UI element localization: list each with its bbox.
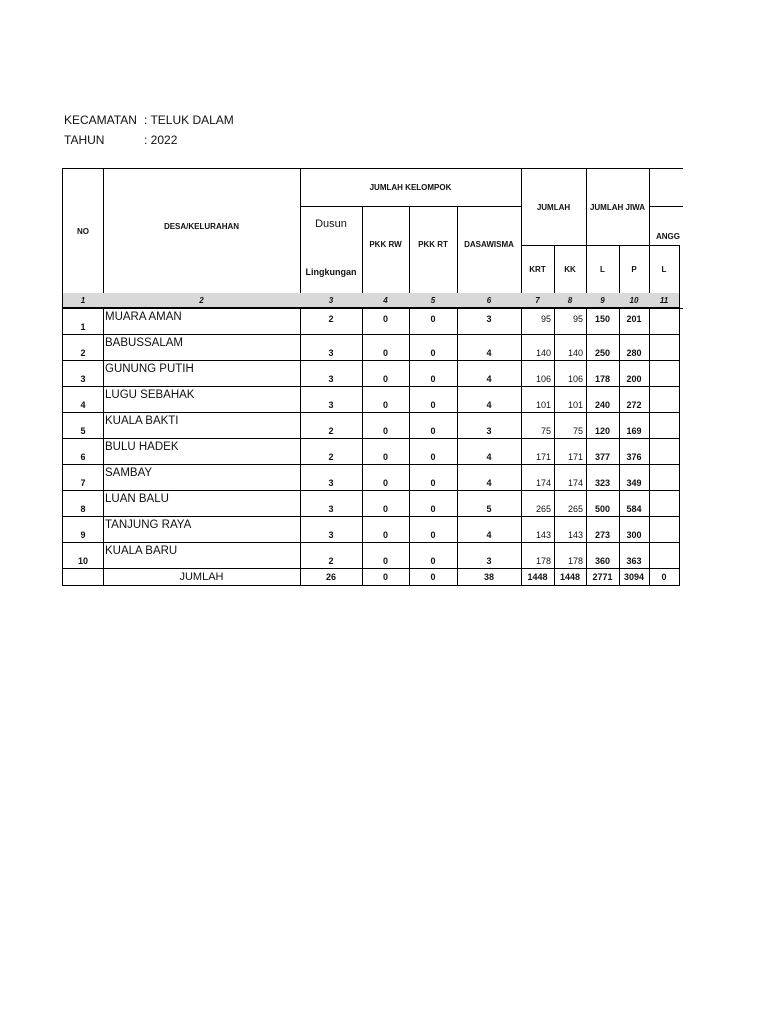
column-number-3: 3 bbox=[300, 293, 363, 308]
row-6-rt: 0 bbox=[409, 438, 458, 465]
row-4-kk: 101 bbox=[554, 386, 587, 413]
column-number-8: 8 bbox=[554, 293, 587, 308]
row-9-krt: 143 bbox=[521, 516, 555, 543]
total-angg_l: 0 bbox=[649, 568, 680, 586]
column-number-1: 1 bbox=[62, 293, 104, 308]
row-1-rw: 0 bbox=[362, 308, 410, 335]
total-dasa: 38 bbox=[457, 568, 522, 586]
row-10-dusun: 2 bbox=[300, 542, 363, 569]
row-7-rt: 0 bbox=[409, 464, 458, 491]
row-10-kk: 178 bbox=[554, 542, 587, 569]
row-5-l: 120 bbox=[586, 412, 620, 439]
row-4-dasa: 4 bbox=[457, 386, 522, 413]
row-9-l: 273 bbox=[586, 516, 620, 543]
data-table bbox=[62, 168, 683, 586]
row-8-no: 8 bbox=[62, 490, 104, 517]
row-8-krt: 265 bbox=[521, 490, 555, 517]
row-6-desa: BULU HADEK bbox=[103, 438, 301, 465]
row-2-dusun: 3 bbox=[300, 334, 363, 361]
row-1-dasa: 3 bbox=[457, 308, 522, 335]
row-2-desa: BABUSSALAM bbox=[103, 334, 301, 361]
header-dusun-label: Dusun bbox=[315, 218, 347, 230]
row-2-no: 2 bbox=[62, 334, 104, 361]
row-10-krt: 178 bbox=[521, 542, 555, 569]
row-10-rt: 0 bbox=[409, 542, 458, 569]
row-4-rt: 0 bbox=[409, 386, 458, 413]
header-p: P bbox=[619, 245, 650, 294]
row-3-dasa: 4 bbox=[457, 360, 522, 387]
row-1-dusun: 2 bbox=[300, 308, 363, 335]
row-2-krt: 140 bbox=[521, 334, 555, 361]
row-8-rt: 0 bbox=[409, 490, 458, 517]
row-5-kk: 75 bbox=[554, 412, 587, 439]
row-10-angg-l bbox=[649, 542, 680, 569]
total-rw: 0 bbox=[362, 568, 410, 586]
row-10-dasa: 3 bbox=[457, 542, 522, 569]
row-2-rw: 0 bbox=[362, 334, 410, 361]
row-2-rt: 0 bbox=[409, 334, 458, 361]
row-7-rw: 0 bbox=[362, 464, 410, 491]
row-10-p: 363 bbox=[619, 542, 650, 569]
column-number-9: 9 bbox=[586, 293, 620, 308]
row-3-p: 200 bbox=[619, 360, 650, 387]
row-8-l: 500 bbox=[586, 490, 620, 517]
total-krt: 1448 bbox=[521, 568, 555, 586]
row-6-dasa: 4 bbox=[457, 438, 522, 465]
header-l: L bbox=[586, 245, 620, 294]
column-number-6: 6 bbox=[457, 293, 522, 308]
header-krt: KRT bbox=[521, 245, 555, 294]
row-4-p: 272 bbox=[619, 386, 650, 413]
row-1-kk: 95 bbox=[554, 308, 587, 335]
row-5-krt: 75 bbox=[521, 412, 555, 439]
row-9-angg-l bbox=[649, 516, 680, 543]
row-9-rt: 0 bbox=[409, 516, 458, 543]
row-2-angg-l bbox=[649, 334, 680, 361]
row-2-kk: 140 bbox=[554, 334, 587, 361]
row-4-angg-l bbox=[649, 386, 680, 413]
row-1-l: 150 bbox=[586, 308, 620, 335]
row-8-kk: 265 bbox=[554, 490, 587, 517]
row-4-rw: 0 bbox=[362, 386, 410, 413]
header-jumlah: JUMLAH bbox=[521, 168, 587, 246]
row-1-rt: 0 bbox=[409, 308, 458, 335]
row-7-angg-l bbox=[649, 464, 680, 491]
row-9-p: 300 bbox=[619, 516, 650, 543]
row-5-angg-l bbox=[649, 412, 680, 439]
row-4-dusun: 3 bbox=[300, 386, 363, 413]
row-5-no: 5 bbox=[62, 412, 104, 439]
column-number-5: 5 bbox=[409, 293, 458, 308]
row-10-l: 360 bbox=[586, 542, 620, 569]
kecamatan-line bbox=[64, 113, 234, 127]
row-8-angg-l bbox=[649, 490, 680, 517]
row-7-krt: 174 bbox=[521, 464, 555, 491]
row-9-dusun: 3 bbox=[300, 516, 363, 543]
header-angg: ANGG bbox=[649, 206, 683, 246]
header-no: NO bbox=[62, 168, 104, 294]
row-6-dusun: 2 bbox=[300, 438, 363, 465]
row-5-dusun: 2 bbox=[300, 412, 363, 439]
column-number-7: 7 bbox=[521, 293, 555, 308]
total-rt: 0 bbox=[409, 568, 458, 586]
header-jumlah-jiwa: JUMLAH JIWA bbox=[586, 168, 650, 246]
column-number-11: 11 bbox=[649, 293, 680, 308]
row-3-rw: 0 bbox=[362, 360, 410, 387]
row-8-dusun: 3 bbox=[300, 490, 363, 517]
total-no bbox=[62, 568, 104, 586]
total-p: 3094 bbox=[619, 568, 650, 586]
kecamatan-value: : TELUK DALAM bbox=[144, 113, 234, 127]
row-9-no: 9 bbox=[62, 516, 104, 543]
header-jumlah-kelompok: JUMLAH KELOMPOK bbox=[300, 168, 522, 207]
row-10-rw: 0 bbox=[362, 542, 410, 569]
header-dusun bbox=[300, 206, 363, 294]
column-number-2: 2 bbox=[103, 293, 301, 308]
row-7-dusun: 3 bbox=[300, 464, 363, 491]
row-1-p: 201 bbox=[619, 308, 650, 335]
header-pkk-rw: PKK RW bbox=[362, 206, 410, 294]
header-lingkungan-label: Lingkungan bbox=[305, 267, 357, 277]
row-6-p: 376 bbox=[619, 438, 650, 465]
row-10-no: 10 bbox=[62, 542, 104, 569]
row-2-p: 280 bbox=[619, 334, 650, 361]
row-4-krt: 101 bbox=[521, 386, 555, 413]
row-3-angg-l bbox=[649, 360, 680, 387]
row-9-desa: TANJUNG RAYA bbox=[103, 516, 301, 543]
header-angg-top bbox=[649, 168, 683, 207]
row-6-krt: 171 bbox=[521, 438, 555, 465]
row-5-rt: 0 bbox=[409, 412, 458, 439]
row-5-p: 169 bbox=[619, 412, 650, 439]
column-number-10: 10 bbox=[619, 293, 650, 308]
row-6-l: 377 bbox=[586, 438, 620, 465]
row-8-desa: LUAN BALU bbox=[103, 490, 301, 517]
total-dusun: 26 bbox=[300, 568, 363, 586]
row-6-angg-l bbox=[649, 438, 680, 465]
row-3-rt: 0 bbox=[409, 360, 458, 387]
header-angg-l: L bbox=[649, 245, 680, 294]
row-7-no: 7 bbox=[62, 464, 104, 491]
row-9-dasa: 4 bbox=[457, 516, 522, 543]
row-1-desa: MUARA AMAN bbox=[103, 308, 301, 335]
header-pkk-rt: PKK RT bbox=[409, 206, 458, 294]
row-8-rw: 0 bbox=[362, 490, 410, 517]
row-6-rw: 0 bbox=[362, 438, 410, 465]
row-1-angg-l bbox=[649, 308, 680, 335]
row-4-no: 4 bbox=[62, 386, 104, 413]
total-kk: 1448 bbox=[554, 568, 587, 586]
row-7-desa: SAMBAY bbox=[103, 464, 301, 491]
row-3-l: 178 bbox=[586, 360, 620, 387]
tahun-label: TAHUN bbox=[64, 133, 105, 147]
row-2-l: 250 bbox=[586, 334, 620, 361]
row-6-no: 6 bbox=[62, 438, 104, 465]
row-7-kk: 174 bbox=[554, 464, 587, 491]
row-7-p: 349 bbox=[619, 464, 650, 491]
row-10-desa: KUALA BARU bbox=[103, 542, 301, 569]
row-5-rw: 0 bbox=[362, 412, 410, 439]
total-label: JUMLAH bbox=[103, 568, 301, 586]
row-9-rw: 0 bbox=[362, 516, 410, 543]
header-kk: KK bbox=[554, 245, 587, 294]
row-1-no: 1 bbox=[62, 308, 104, 335]
header-dasawisma: DASAWISMA bbox=[457, 206, 522, 294]
row-1-krt: 95 bbox=[521, 308, 555, 335]
row-8-p: 584 bbox=[619, 490, 650, 517]
header-desa: DESA/KELURAHAN bbox=[103, 168, 301, 294]
row-3-kk: 106 bbox=[554, 360, 587, 387]
row-9-kk: 143 bbox=[554, 516, 587, 543]
row-4-desa: LUGU SEBAHAK bbox=[103, 386, 301, 413]
row-5-desa: KUALA BAKTI bbox=[103, 412, 301, 439]
row-5-dasa: 3 bbox=[457, 412, 522, 439]
row-3-dusun: 3 bbox=[300, 360, 363, 387]
column-number-4: 4 bbox=[362, 293, 410, 308]
row-7-l: 323 bbox=[586, 464, 620, 491]
kecamatan-label: KECAMATAN bbox=[64, 113, 137, 127]
row-6-kk: 171 bbox=[554, 438, 587, 465]
tahun-value: : 2022 bbox=[144, 133, 178, 147]
row-2-dasa: 4 bbox=[457, 334, 522, 361]
row-8-dasa: 5 bbox=[457, 490, 522, 517]
total-l: 2771 bbox=[586, 568, 620, 586]
tahun-line bbox=[64, 133, 177, 147]
row-3-desa: GUNUNG PUTIH bbox=[103, 360, 301, 387]
row-7-dasa: 4 bbox=[457, 464, 522, 491]
row-4-l: 240 bbox=[586, 386, 620, 413]
row-3-no: 3 bbox=[62, 360, 104, 387]
row-3-krt: 106 bbox=[521, 360, 555, 387]
